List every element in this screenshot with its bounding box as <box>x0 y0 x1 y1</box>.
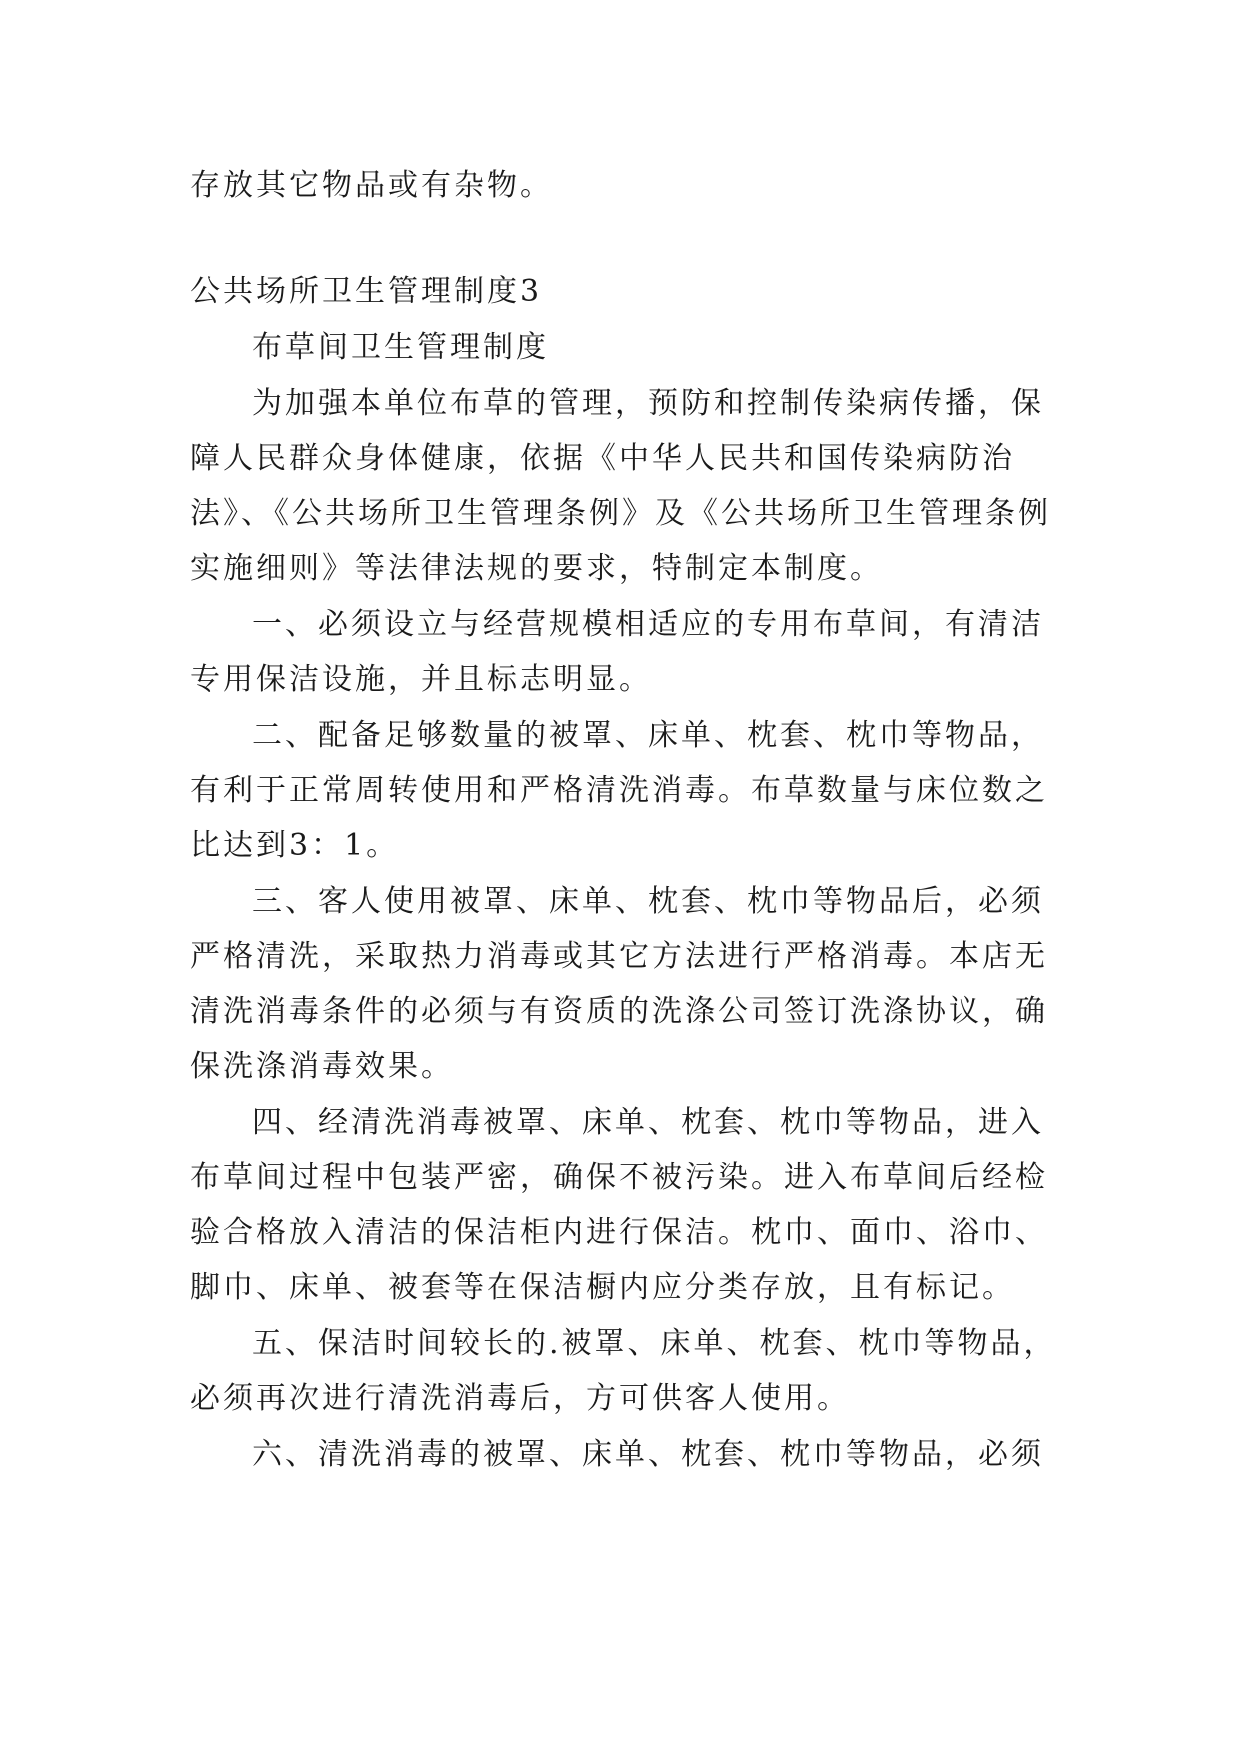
paragraph-line: 清洗消毒条件的必须与有资质的洗涤公司签订洗涤协议，确 <box>190 994 1048 1029</box>
paragraph-line: 四、经清洗消毒被罩、床单、枕套、枕巾等物品，进入 <box>252 1105 1044 1140</box>
paragraph-line: 布草间过程中包装严密，确保不被污染。进入布草间后经检 <box>190 1160 1048 1195</box>
paragraph-line: 专用保洁设施，并且标志明显。 <box>190 662 652 697</box>
paragraph-line: 实施细则》等法律法规的要求，特制定本制度。 <box>190 551 883 586</box>
paragraph-line: 比达到3：1。 <box>190 828 400 863</box>
paragraph-line: 二、配备足够数量的被罩、床单、枕套、枕巾等物品， <box>252 718 1044 753</box>
paragraph-line: 法》、《公共场所卫生管理条例》及《公共场所卫生管理条例 <box>190 496 1051 531</box>
paragraph-line: 三、客人使用被罩、床单、枕套、枕巾等物品后，必须 <box>252 884 1044 919</box>
paragraph-line: 严格清洗，采取热力消毒或其它方法进行严格消毒。本店无 <box>190 939 1048 974</box>
paragraph-line: 有利于正常周转使用和严格清洗消毒。布草数量与床位数之 <box>190 773 1048 808</box>
paragraph-line: 一、必须设立与经营规模相适应的专用布草间，有清洁 <box>252 607 1044 642</box>
paragraph-line: 存放其它物品或有杂物。 <box>190 168 553 203</box>
paragraph-line: 验合格放入清洁的保洁柜内进行保洁。枕巾、面巾、浴巾、 <box>190 1215 1048 1250</box>
paragraph-line: 六、清洗消毒的被罩、床单、枕套、枕巾等物品，必须 <box>252 1437 1044 1472</box>
paragraph-line: 障人民群众身体健康，依据《中华人民共和国传染病防治 <box>190 441 1015 476</box>
paragraph-line: 保洗涤消毒效果。 <box>190 1049 454 1084</box>
paragraph-line: 为加强本单位布草的管理，预防和控制传染病传播，保 <box>252 386 1044 421</box>
paragraph-line: 必须再次进行清洗消毒后，方可供客人使用。 <box>190 1381 850 1416</box>
sub-heading: 布草间卫生管理制度 <box>252 330 549 365</box>
paragraph-line: 脚巾、床单、被套等在保洁橱内应分类存放，且有标记。 <box>190 1270 1015 1305</box>
paragraph-line: 五、保洁时间较长的.被罩、床单、枕套、枕巾等物品， <box>252 1326 1057 1361</box>
section-heading: 公共场所卫生管理制度3 <box>190 274 543 309</box>
